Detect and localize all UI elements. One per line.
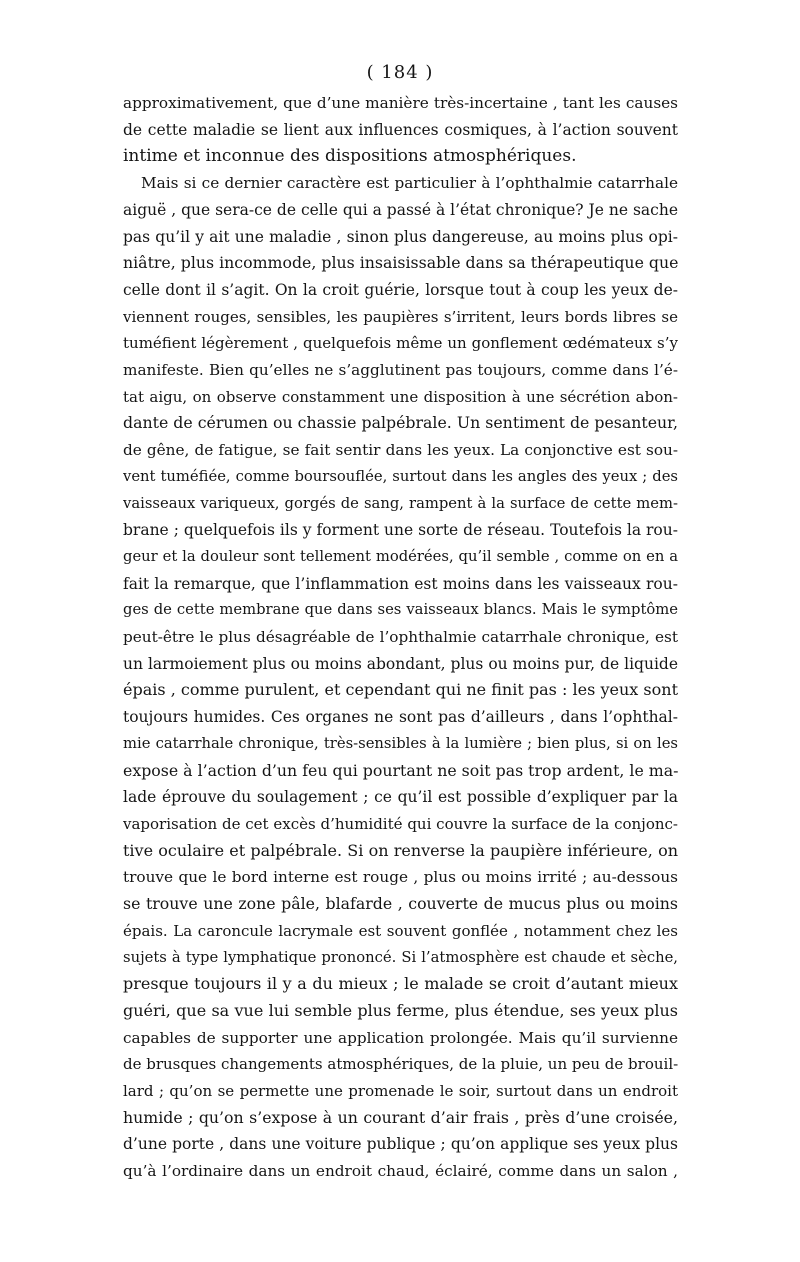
text-line: viennent rouges, sensibles, les paupières s’irritent, leurs bords libres se xyxy=(123,307,678,326)
text-line: vaisseaux variqueux, gorgés de sang, rampent à la surface de cette mem- xyxy=(123,494,678,512)
text-line: celle dont il s’agit. On la croit guérie, lorsque tout à coup les yeux de- xyxy=(123,280,678,299)
text-line: guéri, que sa vue lui semble plus ferme, plus étendue, ses yeux plus xyxy=(123,1000,678,1020)
text-line: expose à l’action d’un feu qui pourtant ne soit pas trop ardent, le ma- xyxy=(123,760,678,780)
text-line: pas qu’il y ait une maladie , sinon plus dangereuse, au moins plus opi- xyxy=(123,227,678,246)
text-line: humide ; qu’on s’expose à un courant d’air frais , près d’une croisée, xyxy=(123,1107,678,1127)
text-line: mie catarrhale chronique, très-sensibles à la lumière ; bien plus, si on les xyxy=(123,734,678,752)
text-line: sujets à type lymphatique prononcé. Si l’atmosphère est chaude et sèche, xyxy=(123,948,678,966)
text-line: d’une porte , dans une voiture publique ; qu’on applique ses yeux plus xyxy=(123,1135,678,1154)
text-line: aiguë , que sera-ce de celle qui a passé à l’état chronique? Je ne sache xyxy=(123,200,678,219)
text-line: tuméfient légèrement , quelquefois même un gonflement œdémateux s’y xyxy=(123,334,678,353)
text-line: de brusques changements atmosphériques, de la pluie, un peu de brouil- xyxy=(123,1055,678,1074)
page-number: ( 184 ) xyxy=(366,62,434,83)
text-line: se trouve une zone pâle, blafarde , couverte de mucus plus ou moins xyxy=(123,894,678,914)
text-line: manifeste. Bien qu’elles ne s’agglutinent pas toujours, comme dans l’é- xyxy=(123,361,678,380)
text-line: qu’à l’ordinaire dans un endroit chaud, éclairé, comme dans un salon , xyxy=(123,1162,678,1181)
text-line: lade éprouve du soulagement ; ce qu’il est possible d’expliquer par la xyxy=(123,788,678,807)
text-line: approximativement, que d’une manière très-incertaine , tant les causes xyxy=(123,94,678,112)
text-line: de cette maladie se lient aux influences cosmiques, à l’action souvent xyxy=(123,120,678,139)
text-line: Mais si ce dernier caractère est particulier à l’ophthalmie catarrhale xyxy=(141,174,678,193)
text-line: brane ; quelquefois ils y forment une sorte de réseau. Toutefois la rou- xyxy=(123,521,678,540)
text-line: ges de cette membrane que dans ses vaisseaux blancs. Mais le symptôme xyxy=(123,601,678,619)
text-line: épais. La caroncule lacrymale est souvent gonflée , notamment chez les xyxy=(123,921,678,940)
text-line: niâtre, plus incommode, plus insaisissable dans sa thérapeutique que xyxy=(123,253,678,273)
text-line: vent tuméfiée, comme boursouflée, surtout dans les angles des yeux ; des xyxy=(123,467,678,485)
text-line: vaporisation de cet excès d’humidité qui couvre la surface de la conjonc- xyxy=(123,814,678,833)
text-line: trouve que le bord interne est rouge , plus ou moins irrité ; au-dessous xyxy=(123,868,678,887)
text-line: geur et la douleur sont tellement modérées, qu’il semble , comme on en a xyxy=(123,547,678,565)
body-text xyxy=(123,90,678,1185)
text-line: intime et inconnue des dispositions atmosphériques. xyxy=(123,146,577,167)
text-line: tat aigu, on observe constamment une disposition à une sécrétion abon- xyxy=(123,387,678,406)
text-line: lard ; qu’on se permette une promenade le soir, surtout dans un endroit xyxy=(123,1082,678,1101)
text-line: tive oculaire et palpébrale. Si on renverse la paupière inférieure, on xyxy=(123,840,678,860)
text-line: un larmoiement plus ou moins abondant, plus ou moins pur, de liquide xyxy=(123,654,678,673)
text-line: presque toujours il y a du mieux ; le malade se croit d’autant mieux xyxy=(123,974,678,994)
text-line: dante de cérumen ou chassie palpébrale. Un sentiment de pesanteur, xyxy=(123,413,678,433)
text-line: épais , comme purulent, et cependant qui ne finit pas : les yeux sont xyxy=(123,680,678,700)
text-line: toujours humides. Ces organes ne sont pas d’ailleurs , dans l’ophthal- xyxy=(123,708,678,727)
text-line: de gêne, de fatigue, se fait sentir dans les yeux. La conjonctive est sou- xyxy=(123,441,678,460)
text-line: capables de supporter une application prolongée. Mais qu’il survienne xyxy=(123,1028,678,1047)
text-line: fait la remarque, que l’inflammation est moins dans les vaisseaux rou- xyxy=(123,574,678,593)
text-line: peut-être le plus désagréable de l’ophthalmie catarrhale chronique, est xyxy=(123,628,678,647)
